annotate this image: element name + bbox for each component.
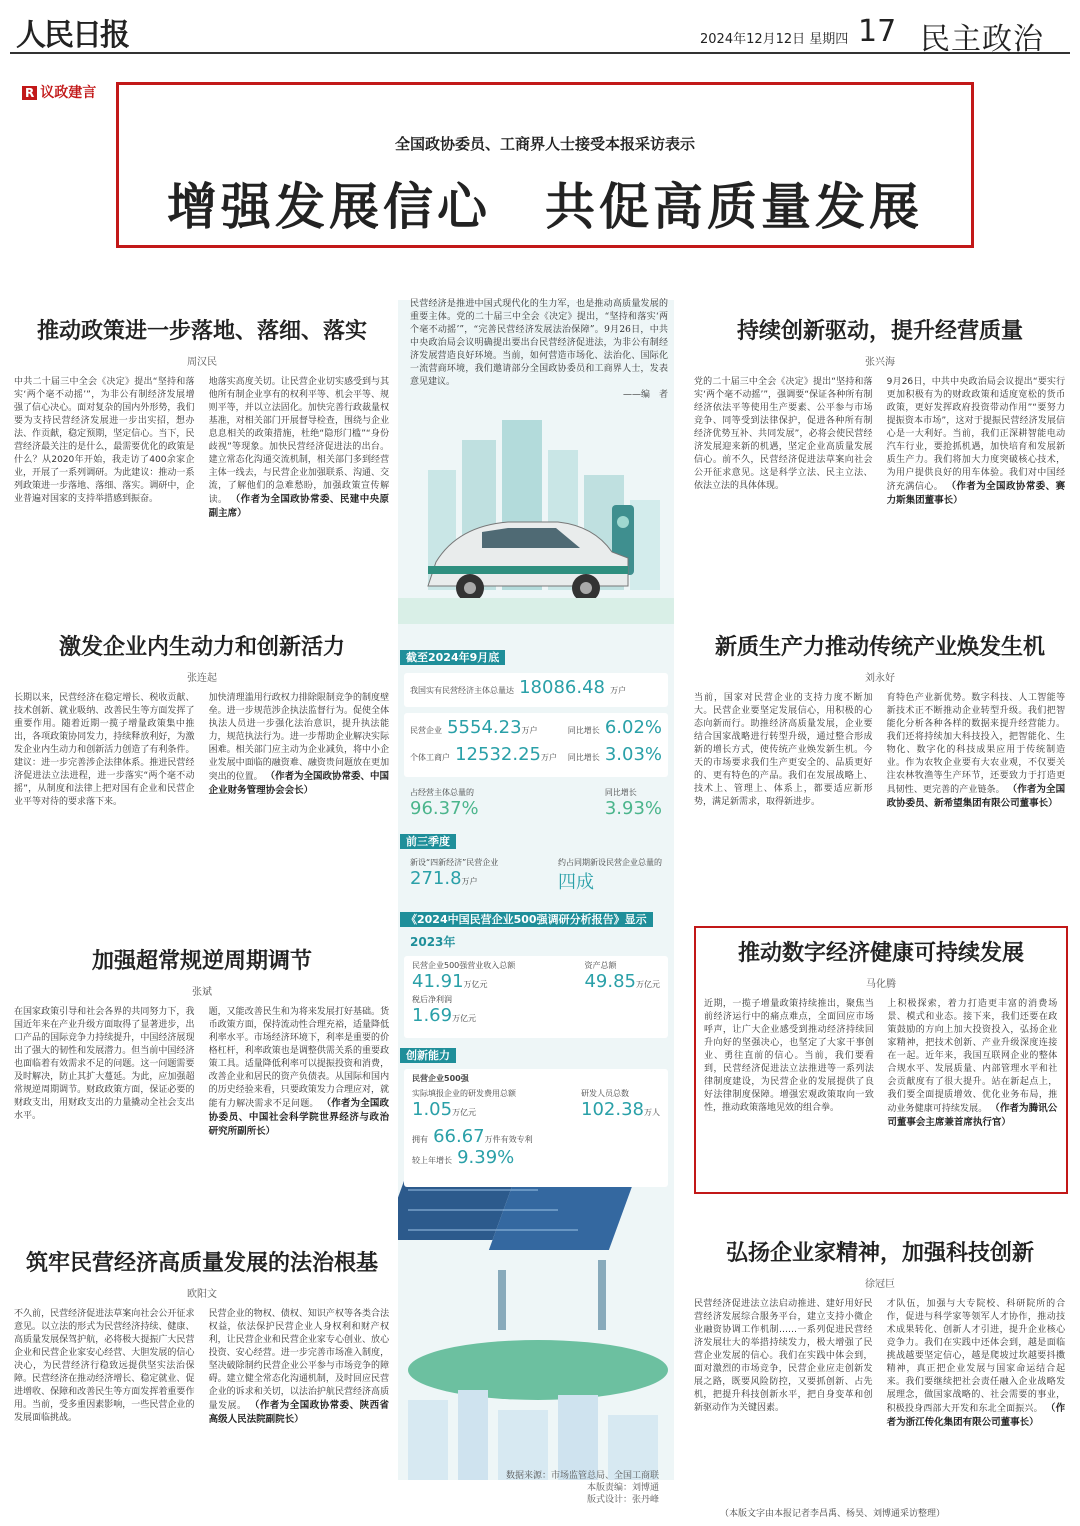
- revenue-label: 民营企业500强营业收入总额: [412, 961, 516, 970]
- article-author-note: （作者为全国政协常委、民建中央原副主席）: [208, 494, 390, 519]
- masthead: [10, 8, 1070, 57]
- private-growth-label: 同比增长: [567, 726, 600, 735]
- innovation-subtitle: 民营企业500强: [412, 1074, 469, 1083]
- article-title: 弘扬企业家精神，加强科技创新: [725, 1240, 1034, 1266]
- staff-value: 102.38: [581, 1099, 644, 1120]
- total-value: 18086.48: [519, 677, 605, 698]
- column-label: 议政建言: [40, 85, 97, 101]
- article-author: 张兴海: [865, 357, 895, 368]
- rd-label: 实际填报企业的研发费用总额: [412, 1089, 516, 1098]
- article-author: 周汉民: [187, 357, 217, 368]
- total-label: 我国实有民营经济主体总量达: [410, 686, 514, 695]
- section4-bar: 创新能力: [400, 1048, 456, 1063]
- intro-sign: ——编 者: [622, 390, 668, 400]
- patent-growth-value: 9.39%: [457, 1147, 515, 1168]
- revenue-value: 41.91: [412, 971, 464, 992]
- article-text-col1: 长期以来，民营经济在稳定增长、税收贡献、技术创新、就业吸纳、改善民生等方面发挥了重要作用。随着近期一揽子增量政策集中推出，各项政策协同发力，持续释放利好，为激发企业内生动力和创新活力创造了有利条件。建议：进一步完善涉企法律体系。推进民营经济促进法立法进程，进一步落实“两个毫不动摇”，从制度和法律上把对国有企业和民营企业平等对待的要求落下来。: [14, 693, 195, 807]
- innovation-card: [404, 1069, 668, 1187]
- headline-kicker: 全国政协委员、工商界人士接受本报采访表示: [394, 135, 695, 153]
- section-name: 民主政治: [920, 22, 1044, 57]
- stats-section-2: [400, 830, 672, 894]
- article-text-col2: 上积极探索，着力打造更丰富的消费场景、模式和业态。接下来，我们还要在政策鼓励的方向上加大投资投入，弘扬企业家精神，把技术创新、产业升级深度连接在一起。近年来，我国互联网企业的整体合规水平、发展质量、内部管理水平和社会贡献度有了很大提升。站在新起点上，我们要全面提质增效、优化业务布局，推动业务健康可持续发展。: [887, 999, 1058, 1114]
- article-author: 张斌: [192, 987, 212, 998]
- article-title: 持续创新驱动，提升经营质量: [736, 318, 1023, 344]
- article-6: [694, 926, 1068, 1194]
- profit-label: 税后净利润: [412, 995, 452, 1004]
- editor-intro: [410, 298, 668, 402]
- patent-value: 66.67: [433, 1126, 485, 1147]
- revenue-unit: 万亿元: [463, 980, 488, 989]
- section3-bar: 《2024中国民营企业500强调研分析报告》显示: [400, 912, 653, 927]
- article-text-col2: 才队伍，加强与大专院校、科研院所的合作，促进与科学家等领军人才协作，推动技术成果转化、创新人才引进，提升企业核心竞争力。我们在实践中还体会到，越是面临挑战越要坚定信心，越是爬坡过坎越要抖擞精神，真正把企业发展与国家命运结合起来。我们要继续把社会责任融入企业战略发展理念，做国家战略的、社会需要的事业，积极投身西部大开发和东北全面振兴。: [886, 1299, 1066, 1414]
- article-author: 欧阳文: [187, 1289, 217, 1300]
- stats-section-4: [400, 1044, 672, 1187]
- intro-text: 民营经济是推进中国式现代化的生力军，也是推动高质量发展的重要主体。党的二十届三中全会《决定》提出，“坚持和落实‘两个毫不动摇’”，“完善民营经济发展法治保障”。9月26日，中共中央政治局会议明确提出要出台民营经济促进法，为非公有制经济发展营造良好环境。当前，如何营造市场化、法治化、国际化一流营商环境，我们邀请部分全国政协委员和工商界人士，发表意见建议。: [410, 299, 668, 387]
- article-author-note: （作者为全国政协常委、赛力斯集团董事长）: [886, 481, 1066, 506]
- new-label: 新设“四新经济”民营企业: [410, 858, 499, 867]
- article-text-col1: 民营经济促进法立法启动推进、建好用好民营经济发展综合服务平台，建立支持小微企业融资协调工作机制……一系列促进民营经济发展壮大的举措持续发力，极大增强了民营企业发展的信心。我们在实践中体会到，面对激烈的市场竞争，民营企业应走创新发展之路，既要风险防控，又要抓创新、占先机，把提升科技创新水平，把自身变革和创新驱动作为关键因素。: [694, 1299, 873, 1413]
- article-text-col2: 地落实高度关切。让民营企业切实感受到与其他所有制企业享有的权利平等、机会平等、规则平等，并以立法固化。加快完善行政裁量权基准，对相关部门开展督导检查，围绕与企业息息相关的政策措施，杜绝“隐形门槛”“身份歧视”等现象。加快民营经济促进法的出台。建立常态化沟通交流机制，相关部门多到经营主体一线去，与民营企业加强联系、沟通、交流，了解他们的急难愁盼，加强政策宣传解读。: [208, 377, 390, 505]
- article-title: 激发企业内生动力和创新活力: [58, 634, 345, 660]
- rd-unit: 万亿元: [452, 1108, 477, 1117]
- article-text-col2: 题，又能改善民生和为将来发展打好基础。货币政策方面，保持流动性合理充裕，适量降低利率水平。市场经济环境下，利率是重要的价格杠杆，利率政策也是调整供需关系的重要政策工具。适量降低利率可以提振投资和消费，改善企业和居民的资产负债表。从国际和国内的历史经验来看，只要政策发力合理应对，就能有力解决需求不足问题。: [208, 1007, 390, 1109]
- article-author: 徐冠巨: [865, 1279, 895, 1290]
- private-growth-value: 6.02%: [604, 717, 662, 738]
- profit-value: 1.69: [412, 1005, 453, 1026]
- column-badge: R: [22, 86, 37, 100]
- indiv-growth-value: 3.03%: [604, 744, 662, 765]
- assets-label: 资产总额: [584, 961, 617, 970]
- new-unit: 万户: [461, 877, 478, 886]
- layout-designer: 版式设计：张丹峰: [587, 1495, 660, 1505]
- new-share-value: 四成: [558, 872, 594, 893]
- article-text-col2: 加快清理滥用行政权力排除限制竞争的制度壁垒。进一步规范涉企执法监督行为。促使全体执法人员进一步强化法治意识，提升执法能力，规范执法行为。进一步帮助企业解决实际困难。相关部门应主动为企业减负，将中小企业发展中面临的融资难、融资贵问题放在更加突出的位置。: [208, 693, 390, 782]
- article-title: 新质生产力推动传统产业焕发生机: [714, 634, 1045, 660]
- private-label: 民营企业: [410, 726, 442, 735]
- breakdown-card: [404, 713, 668, 777]
- article-1: [14, 314, 390, 521]
- section2-bar: 前三季度: [400, 834, 456, 849]
- share-row: [410, 787, 662, 819]
- reporter-footnote: （本版文字由本报记者李昌禹、杨昊、刘博通采访整理）: [720, 1509, 946, 1519]
- article-author: 张连起: [187, 673, 217, 684]
- article-body: [14, 1006, 390, 1139]
- article-author-note: （作者为全国政协委员、中国社会科学院世界经济与政治研究所副所长）: [208, 1098, 390, 1137]
- article-text-col1: 党的二十届三中全会《决定》提出“坚持和落实‘两个毫不动摇’”，强调要“保证各种所有制经济依法平等使用生产要素、公平参与市场竞争、同等受到法律保护，促进各种所有制经济优势互补、共同发展”，必将会使民营经济发展迎来新的机遇，坚定企业高质量发展信心。前不久，民营经济促进法草案向社会公开征求意见。这是科学立法、民主立法、依法立法的具体体现。: [694, 377, 873, 491]
- assets-value: 49.85: [584, 971, 636, 992]
- total-unit: 万户: [610, 686, 627, 695]
- staff-unit: 万人: [644, 1108, 660, 1117]
- article-body: [14, 692, 390, 809]
- total-card: [404, 673, 668, 707]
- article-text-col2: 民营企业的物权、债权、知识产权等各类合法权益，依法保护民营企业人身权利和财产权利，让民营企业和民营企业家专心创业、放心投资、安心经营。进一步完善市场准入制度，坚决破除制约民营企业公平参与市场竞争的障碍。建立健全常态化沟通机制，及时回应民营企业的诉求和关切，以法治护航民营经济高质量发展。: [208, 1309, 390, 1411]
- new-share-label: 约占同期新设民营企业总量的: [558, 858, 662, 867]
- article-7: [14, 1246, 390, 1427]
- headline-box: [116, 82, 974, 248]
- article-author-note: （作者为腾讯公司董事会主席兼首席执行官）: [887, 1103, 1058, 1128]
- article-4: [694, 630, 1066, 811]
- graphic-credit: [506, 1470, 659, 1506]
- main-headline: 增强发展信心 共促高质量发展: [167, 177, 923, 236]
- article-body: [694, 692, 1066, 811]
- article-2: [694, 314, 1066, 508]
- article-author-note: （作者为全国政协常委、中国企业财务管理协会会长）: [208, 771, 390, 796]
- article-text-col1: 当前，国家对民营企业的支持力度不断加大。民营企业要坚定发展信心，用积极的心态向新而行。助推经济高质量发展，企业要结合国家战略进行转型升级，通过整合形成新的增长方式，使传统产业焕发新生机。今天的市场要求我们生产更安全的、品质更好的、更有特色的产品。我们在发展战略上、技术上、管理上、体系上，都要适应新形势，满足新需求，取得新进步。: [694, 693, 873, 807]
- share-value: 96.37%: [410, 798, 479, 819]
- article-5: [14, 944, 390, 1139]
- new-value: 271.8: [410, 868, 462, 889]
- patent-growth-label: 较上年增长: [412, 1156, 452, 1165]
- article-author-note: （作者为全国政协委员、新希望集团有限公司董事长）: [886, 784, 1066, 809]
- indiv-growth-label: 同比增长: [567, 753, 600, 762]
- article-title: 加强超常规逆周期调节: [91, 948, 312, 974]
- article-body: [14, 1308, 390, 1427]
- article-author: 刘永好: [865, 673, 895, 684]
- share-label: 占经营主体总量的: [410, 788, 474, 797]
- article-author: 马化腾: [866, 979, 896, 990]
- share-growth-value: 3.93%: [604, 798, 662, 819]
- column-tag: [22, 82, 96, 102]
- article-body: [694, 376, 1066, 508]
- article-title: 推动数字经济健康可持续发展: [737, 940, 1024, 966]
- article-text-col1: 近期，一揽子增量政策持续推出，聚焦当前经济运行中的痛点难点，全面回应市场呼声，让广大企业感受到推动经济持续回升向好的坚强决心，也坚定了大家干事创业、勇往直前的信心。当前，我们要看到，民营经济促进法立法推进等一系列法律制度建设，为民营企业的发展提供了良好法律制度保障。增强宏观政策取向一致性，推动政策落地见效的组合拳。: [704, 999, 874, 1113]
- article-text-col1: 中共二十届三中全会《决定》提出“坚持和落实‘两个毫不动摇’”，为非公有制经济发展增强了信心决心。面对复杂的国内外形势，我们要为支持民营经济发展进一步出实招，想办法、作贡献，稳定预期，坚定信心。当下，民营经济最关注的是什么，最需要优化的政策是什么？从2020年开始，我走访了400余家企业，开展了一系列调研。为此建议：推动一系列政策进一步落地、落细、落实。调研中，企业普遍对国家的支持举措感到振奋。: [14, 377, 195, 504]
- newspaper-logo: 人民日报: [16, 18, 128, 53]
- patent-label: 拥有: [412, 1135, 428, 1144]
- indiv-label: 个体工商户: [410, 753, 450, 762]
- article-text-col1: 不久前，民营经济促进法草案向社会公开征求意见。以立法的形式为民营经济持续、健康、高质量发展保驾护航，必将极大提振广大民营企业和民营企业家安心经营、大胆发展的信心决心，为民营经济行稳致远提供坚实法治保障。民营经济在推动经济增长、稳定就业、促进增收、保障和改善民生等方面发挥着重要作用。当前，受多重因素影响，一些民营企业的发展面临挑战。: [14, 1309, 195, 1423]
- article-text-col2: 育特色产业新优势。数字科技、人工智能等新技术正不断推动企业转型升级。我们把智能化分析各种各样的数据来提升经营能力。我们还将持续加大科技投入，把智能化、生物化、数字化的科技成果应用于传统制造业。作为农牧企业要有大农业观，不仅要关注农林牧渔等生产环节，还要致力于打造更具韧性、更完善的产业链条。: [886, 693, 1066, 795]
- article-author-note: （作者为浙江传化集团有限公司董事长）: [886, 1403, 1066, 1428]
- article-author-note: （作者为全国政协常委、陕西省高级人民法院副院长）: [208, 1400, 390, 1425]
- top500-card: [404, 956, 668, 1038]
- report-year: 2023年: [410, 935, 456, 949]
- article-body: [694, 1298, 1066, 1430]
- article-title: 推动政策进一步落地、落细、落实: [36, 318, 367, 344]
- article-3: [14, 630, 390, 809]
- article-8: [694, 1236, 1066, 1430]
- rd-value: 1.05: [412, 1099, 453, 1120]
- stats-section-1: [400, 646, 672, 819]
- stats-section-3: [400, 908, 672, 1038]
- article-text-col2: 9月26日，中共中央政治局会议提出“要实行更加积极有为的财政政策和适度宽松的货币政策，更好发挥政府投资带动作用”“要努力提振资本市场”，这对于提振民营经济发展信心是一大利好。当前，我们正深耕智能电动汽车行业，要抢抓机遇，加快培育和发展新质生产力。我们将加大力度突破核心技术，为用户提供良好的用车体验。我们对中国经济充满信心。: [886, 377, 1066, 492]
- article-body: [696, 998, 1066, 1130]
- page-number: 17: [858, 14, 897, 49]
- patent-unit: 万件有效专利: [484, 1135, 533, 1144]
- data-source: 数据来源：市场监管总局、全国工商联: [506, 1471, 660, 1481]
- article-text-col1: 在国家政策引导和社会各界的共同努力下，我国近年来在产业升级方面取得了显著进步，出口产品的国际竞争力持续提升，中国经济展现出了强大的韧性和发展潜力。但当前中国经济也面临着有效需求不足的问题。这一问题需要及时解决，防止其扩大蔓延。为此，应加强超常规逆周期调节。财政政策方面，保证必要的财政支出，用财政支出的力量撬动全社会支出水平。: [14, 1007, 195, 1121]
- share-growth-label: 同比增长: [604, 788, 637, 797]
- profit-unit: 万亿元: [452, 1014, 477, 1023]
- section1-bar: 截至2024年9月底: [400, 650, 505, 665]
- private-unit: 万户: [521, 726, 538, 735]
- issue-date: 2024年12月12日 星期四: [700, 32, 849, 47]
- private-value: 5554.23: [447, 717, 522, 738]
- indiv-value: 12532.25: [455, 744, 541, 765]
- staff-label: 研发人员总数: [581, 1089, 630, 1098]
- indiv-unit: 万户: [540, 753, 557, 762]
- article-title: 筑牢民营经济高质量发展的法治根基: [25, 1250, 378, 1276]
- page-editor: 本版责编：刘博通: [587, 1483, 660, 1493]
- assets-unit: 万亿元: [636, 980, 660, 989]
- article-body: [14, 376, 390, 521]
